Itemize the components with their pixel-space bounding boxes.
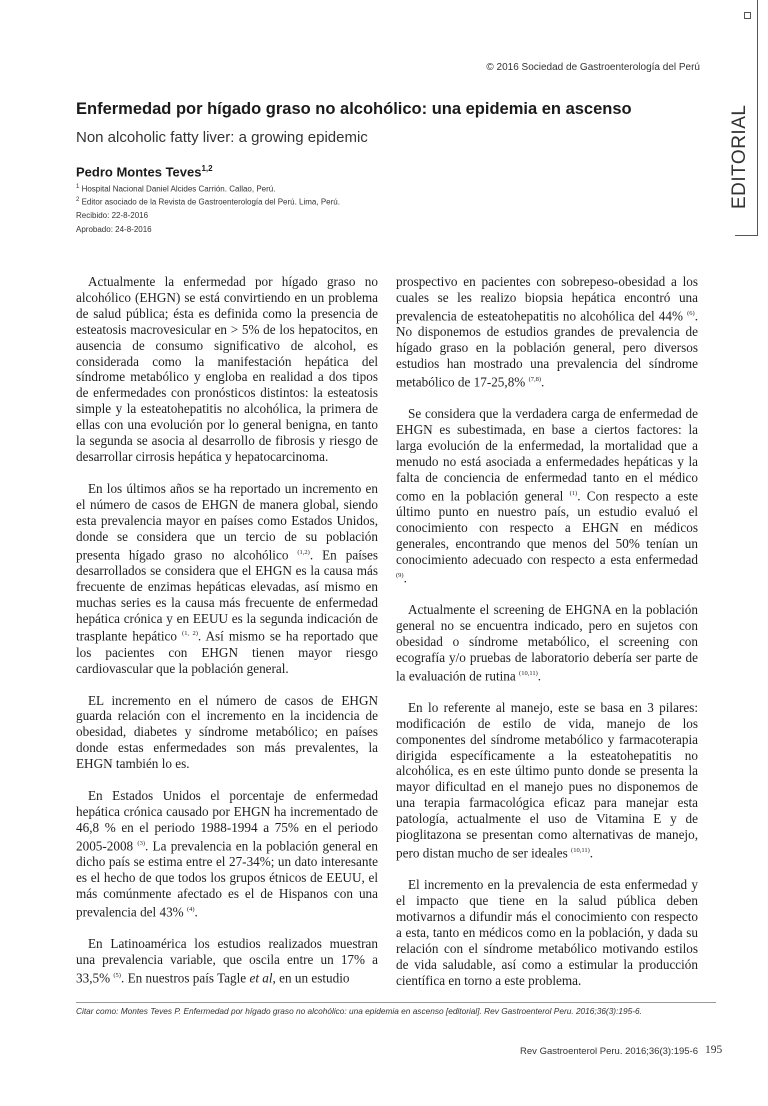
text-run: Actualmente el screening de EHGNA en la población general no se encuentra indicado, pero en sujetos con obesidad o síndrome metabólico, el screening con ecografía y/o pruebas de laboratorio debería ser parte de la evaluación de rutina	[396, 601, 698, 683]
text-run: EL incremento en el número de casos de EHGN guarda relación con el incremento en la incidencia de obesidad, diabetes y síndrome metabólico; en países donde estas enfermedades son más prevalentes, la EHGN también lo es.	[76, 692, 378, 772]
reference-mark: (6)	[687, 309, 695, 317]
paragraph	[396, 406, 698, 586]
text-run: . La prevalencia en la población general en dicho país se estima entre el 27-34%; un dato interesante es el hecho de que todos los grupos étnicos de EEUU, el más comúnmente afectado es el de Hispanos con una prevalencia del 43%	[76, 838, 378, 920]
text-run: prospectivo en pacientes con sobrepeso-obesidad a los cuales se les realizo biopsia hepática encontró una prevalencia de esteatohepatitis no alcohólica del 44%	[396, 274, 698, 324]
italic-text: et al	[249, 970, 273, 986]
author	[76, 164, 213, 179]
affiliation-2	[76, 197, 340, 207]
paragraph	[76, 788, 378, 920]
paragraph	[76, 693, 378, 773]
affiliation-2-text: Editor asociado de la Revista de Gastroenterología del Perú. Lima, Perú.	[81, 197, 340, 207]
reference-mark: (4)	[186, 905, 195, 913]
copyright-notice: © 2016 Sociedad de Gastroenterología del Perú	[486, 62, 700, 73]
paragraph	[76, 481, 378, 677]
text-run: .	[541, 374, 545, 390]
text-run: . Así mismo se ha reportado que los pacientes con EHGN tienen mayor riesgo cardiovascular que la población general.	[76, 628, 378, 676]
text-run: En Estados Unidos el porcentaje de enfermedad hepática crónica causado por EHGN ha incrementado de 46,8 % en el periodo 1988-1994 a 75% en el periodo 2005-2008	[76, 788, 378, 854]
reference-mark: (1,2)	[297, 548, 310, 556]
affiliation-1-mark: 1	[76, 184, 80, 190]
text-run: En los últimos años se ha reportado un incremento en el número de casos de EHGN de manera global, siendo esta prevalencia mayor en países como Estados Unidos, donde se considera que un tercio de su población presenta hígado graso no alcohólico	[76, 480, 378, 562]
body-column-right	[396, 274, 698, 1005]
author-name: Pedro Montes Teves	[76, 164, 202, 180]
paragraph	[76, 936, 378, 986]
affiliation-1	[76, 184, 275, 194]
text-run: Se considera que la verdadera carga de enfermedad de EHGN es subestimada, en base a ciertos factores: la larga evolución de la enfermedad, la mortalidad que a menudo no está asociada a enfermedades hepáticas y la falta de conciencia de enfermedad tanto en el médico como en la población general	[396, 406, 698, 504]
reference-mark: (1, 2)	[182, 630, 198, 638]
paragraph	[76, 274, 378, 465]
approved-date: Aprobado: 24-8-2016	[76, 225, 152, 234]
page-number: 195	[705, 1044, 723, 1056]
section-label: EDITORIAL	[729, 104, 750, 209]
reference-mark: (5)	[113, 971, 121, 979]
body-column-left	[76, 274, 378, 1002]
text-run: . Con respecto a este último punto en nuestro país, un estudio evaluó el conocimiento con respecto a EHGN en médicos generales, encontrando que menos del 50% tenían un conocimiento adecuado con respecto a esta enfermedad	[396, 488, 698, 567]
text-run: , en un estudio	[272, 970, 350, 986]
paragraph	[396, 602, 698, 684]
footer-divider	[76, 1002, 716, 1003]
text-run: El incremento en la prevalencia de esta enfermedad y el impacto que tiene en la salud pública deben motivarnos a difundir más el conocimiento con respecto a esta, tanto en médicos como en la población, y dada su relación con el síndrome metabólico motivando estilos de vida saludable, así como a estimular la producción científica en torno a este problema.	[396, 877, 698, 988]
text-run: En lo referente al manejo, este se basa en 3 pilares: modificación de estilo de vida, manejo de los componentes del síndrome metabólico y farmacoterapia dirigida específicamente a la esteatohepatitis no alcohólica, es en este último punto donde se presenta la mayor dificultad en el manejo pues no disponemos de una terapia farmacológica eficaz para manejar esta patología, actualmente el uso de Vitamina E y de pioglitazona se presentan como alternativas de manejo, pero distan mucho de ser ideales	[396, 699, 698, 861]
reference-mark: (3)	[137, 839, 145, 847]
text-run: . En nuestros país Tagle	[120, 970, 250, 986]
reference-mark: (10,11)	[571, 846, 590, 854]
reference-mark: (7,8)	[528, 375, 542, 383]
text-run: . No disponemos de estudios grandes de prevalencia de hígado graso en la población general, pero diversos estudios han mostrado una prevalencia del síndrome metabólico de 17-25,8%	[396, 308, 698, 390]
article-title: Enfermedad por hígado graso no alcohólico: una epidemia en ascenso	[76, 100, 632, 118]
paragraph	[396, 700, 698, 861]
text-run: En Latinoamérica los estudios realizados muestran una prevalencia variable, que oscila entre un 17% a 33,5%	[76, 936, 378, 986]
reference-mark: (10,11)	[519, 669, 538, 677]
article-subtitle: Non alcoholic fatty liver: a growing epidemic	[76, 129, 368, 146]
text-run: Actualmente la enfermedad por hígado graso no alcohólico (EHGN) se está convirtiendo en un problema de salud pública; ésta es definida como la presencia de esteatosis macrovesicular en > 5% de los hepatocitos, en ausencia de consumo significativo de alcohol, es considerada como la manifestación hepática del síndrome metabólico y engloba en realidad a dos tipos de enfermedades con pronósticos distintos: la esteatosis simple y la esteatohepatitis no alcohólica, la primera de ellas con una evolución por lo general benigna, en tanto la segunda se asocia al desarrollo de fibrosis y riesgo de desarrollar cirrosis hepática y hepatocarcinoma.	[76, 274, 378, 464]
reference-mark: (9)	[396, 571, 404, 579]
author-affiliation-marks: 1,2	[201, 164, 213, 173]
text-run: . En países desarrollados se considera que el EHGN es la causa más frecuente de enzimas hepáticas elevadas, así mismo en muchas series es la causa más frecuente de enfermedad hepática crónica y en EEUU es la segunda indicación de trasplante hepático	[76, 546, 378, 644]
citation: Citar como: Montes Teves P. Enfermedad por hígado graso no alcohólico: una epidemia en ascenso [editorial]. Rev Gastroenterol Peru. 2016;36(3):195-6.	[76, 1006, 642, 1016]
received-date: Recibido: 22-8-2016	[76, 211, 149, 220]
journal-reference: Rev Gastroenterol Peru. 2016;36(3):195-6	[520, 1046, 698, 1057]
text-run: .	[194, 904, 198, 920]
reference-mark: (1)	[569, 489, 578, 497]
text-run: .	[403, 569, 407, 585]
text-run: .	[537, 667, 542, 683]
paragraph	[396, 274, 698, 390]
paragraph	[396, 877, 698, 988]
text-run: .	[589, 845, 594, 861]
affiliation-2-mark: 2	[76, 197, 80, 203]
corner-mark	[744, 12, 751, 19]
affiliation-1-text: Hospital Nacional Daniel Alcides Carrión. Callao, Perú.	[81, 184, 276, 194]
